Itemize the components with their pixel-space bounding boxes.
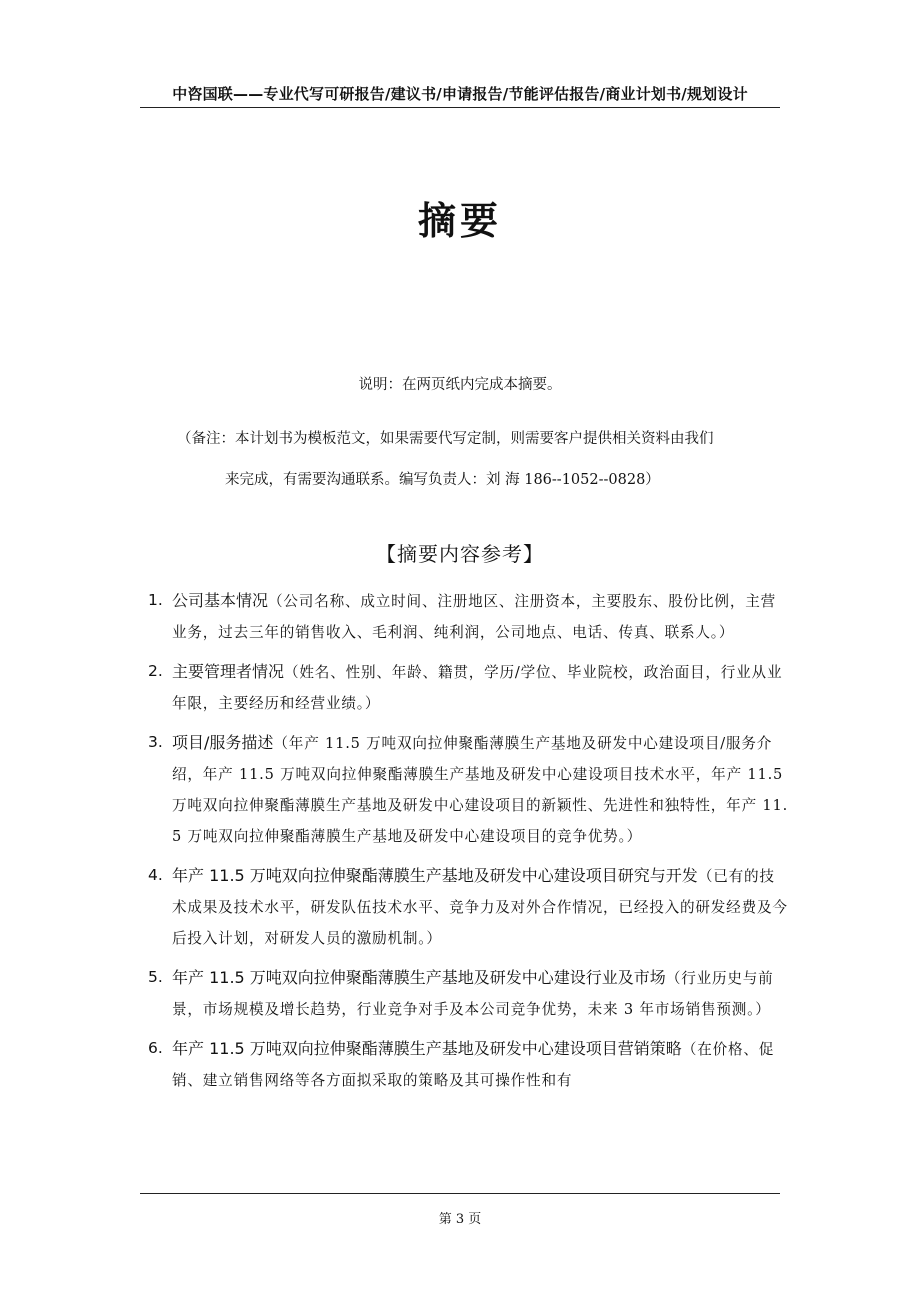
list-item xyxy=(148,656,788,719)
item-heading: 主要管理者情况 xyxy=(172,662,285,681)
summary-list xyxy=(148,585,788,1104)
page-header: 中咨国联——专业代写可研报告/建议书/申请报告/节能评估报告/商业计划书/规划设计 xyxy=(172,85,748,103)
item-description: （公司名称、成立时间、注册地区、注册资本，主要股东、股份比例，主营业务，过去三年的销售收入、毛利润、纯利润，公司地点、电话、传真、联系人。） xyxy=(172,593,777,641)
page-number: 第 3 页 xyxy=(438,1212,482,1227)
item-number: 3. xyxy=(148,733,163,751)
page-title: 摘要 xyxy=(417,198,502,243)
item-description: （年产 11.5 万吨双向拉伸聚酯薄膜生产基地及研发中心建设项目/服务介绍，年产 11.5 万吨双向拉伸聚酯薄膜生产基地及研发中心建设项目技术水平，年产 11.5 万吨双向拉伸聚酯薄膜生产基地及研发中心建设项目的新颖性、先进性和独特性，年产 11.5 万吨双向拉伸聚酯薄膜生产基地及研发中心建设项目的竞争优势。） xyxy=(172,735,789,845)
item-number: 5. xyxy=(148,968,163,986)
list-item xyxy=(148,962,788,1025)
section-title: 【摘要内容参考】 xyxy=(376,542,544,566)
item-heading: 年产 11.5 万吨双向拉伸聚酯薄膜生产基地及研发中心建设行业及市场 xyxy=(172,968,666,987)
note-remark-line2: 来完成，有需要沟通联系。编写负责人：刘 海 186--1052--0828） xyxy=(225,472,660,488)
item-description: （已有的技术成果及技术水平，研发队伍技术水平、竞争力及对外合作情况，已经投入的研发经费及今后投入计划，对研发人员的激励机制。） xyxy=(172,868,788,947)
item-number: 2. xyxy=(148,662,163,680)
list-item xyxy=(148,1033,788,1096)
item-number: 6. xyxy=(148,1039,163,1057)
list-item xyxy=(148,585,788,648)
list-item xyxy=(148,860,788,954)
note-remark-line1: （备注：本计划书为模板范文，如果需要代写定制，则需要客户提供相关资料由我们 xyxy=(177,431,714,447)
list-item xyxy=(148,727,788,852)
footer-divider xyxy=(140,1193,780,1194)
item-heading: 年产 11.5 万吨双向拉伸聚酯薄膜生产基地及研发中心建设项目营销策略 xyxy=(172,1039,682,1058)
item-number: 4. xyxy=(148,866,163,884)
item-heading: 项目/服务描述 xyxy=(172,733,274,752)
item-heading: 公司基本情况 xyxy=(172,591,269,610)
item-description: （在价格、促销、建立销售网络等各方面拟采取的策略及其可操作性和有 xyxy=(172,1041,775,1089)
item-number: 1. xyxy=(148,591,163,609)
item-heading: 年产 11.5 万吨双向拉伸聚酯薄膜生产基地及研发中心建设项目研究与开发 xyxy=(172,866,698,885)
note-instruction: 说明：在两页纸内完成本摘要。 xyxy=(358,377,562,393)
item-description: （行业历史与前景，市场规模及增长趋势，行业竞争对手及本公司竞争优势，未来 3 年市场销售预测。） xyxy=(172,970,774,1018)
item-description: （姓名、性别、年龄、籍贯，学历/学位、毕业院校，政治面目，行业从业年限，主要经历和经营业绩。） xyxy=(172,664,783,712)
header-divider xyxy=(140,107,780,108)
